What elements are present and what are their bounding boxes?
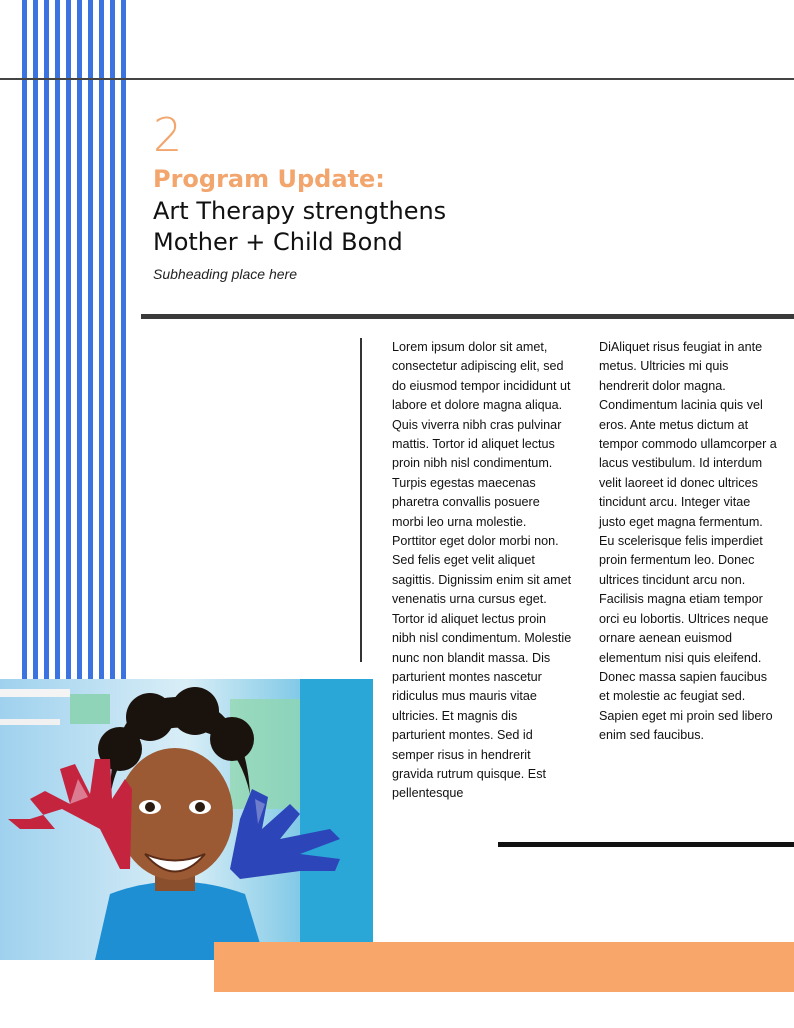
stripe [99, 0, 104, 680]
stripe [66, 0, 71, 680]
stripe [77, 0, 82, 680]
section-kicker: Program Update: [153, 165, 385, 193]
stripe [88, 0, 93, 680]
article-title [153, 196, 446, 258]
title-line: Art Therapy strengthens [153, 197, 447, 225]
stripe [55, 0, 60, 680]
body-column-1: Lorem ipsum dolor sit amet, consectetur adipiscing elit, sed do eiusmod tempor incididunt ut labore et dolore magna aliqua. Quis viverra nibh cras pulvinar mattis. Tortor id aliquet lectus proin nibh nisl condimentum. Turpis egestas maecenas pharetra convallis posuere morbi leo urna molestie. Porttitor eget dolor morbi non. Sed felis eget velit aliquet sagittis. Dignissim enim sit amet venenatis urna cursus eget. Tortor id aliquet lectus proin nibh nisl condimentum. Molestie nunc non blandit massa. Dis parturient montes nascetur ridiculus mus mauris vitae ultricies. Et magnis dis parturient montes. Sed id semper risus in hendrerit gravida rutrum quisque. Est pellentesque [392, 340, 572, 801]
bottom-divider [498, 842, 794, 847]
body-column-2: DiAliquet risus feugiat in ante metus. Ultricies mi quis hendrerit dolor magna. Condimentum lacinia quis vel eros. Ante metus dictum at tempor commodo ullamcorper a lacus vestibulum. Id interdum velit laoreet id donec ultrices tincidunt arcu. Integer vitae justo eget magna fermentum. Eu scelerisque felis imperdiet proin fermentum leo. Donec ultrices tincidunt arcu non. Facilisis magna etiam tempor orci eu lobortis. Ultrices neque ornare aenean euismod elementum nisi quis eleifend. Donec massa sapien faucibus et molestie ac feugiat sed. Sapien eget mi proin sed libero enim sed faucibus. [599, 340, 777, 743]
blue-stripes-decoration [22, 0, 126, 680]
child-painted-hands-photo [0, 679, 373, 960]
page-number: 2 [153, 108, 183, 162]
stripe [44, 0, 49, 680]
top-divider [0, 78, 794, 80]
subheading: Subheading place here [153, 266, 298, 282]
vertical-divider [360, 338, 362, 662]
section-divider [141, 314, 794, 319]
stripe [110, 0, 115, 680]
stripe [22, 0, 27, 680]
footer-accent-bar [214, 942, 794, 992]
title-line: Mother + Child Bond [153, 228, 403, 256]
stripe [121, 0, 126, 680]
stripe [33, 0, 38, 680]
